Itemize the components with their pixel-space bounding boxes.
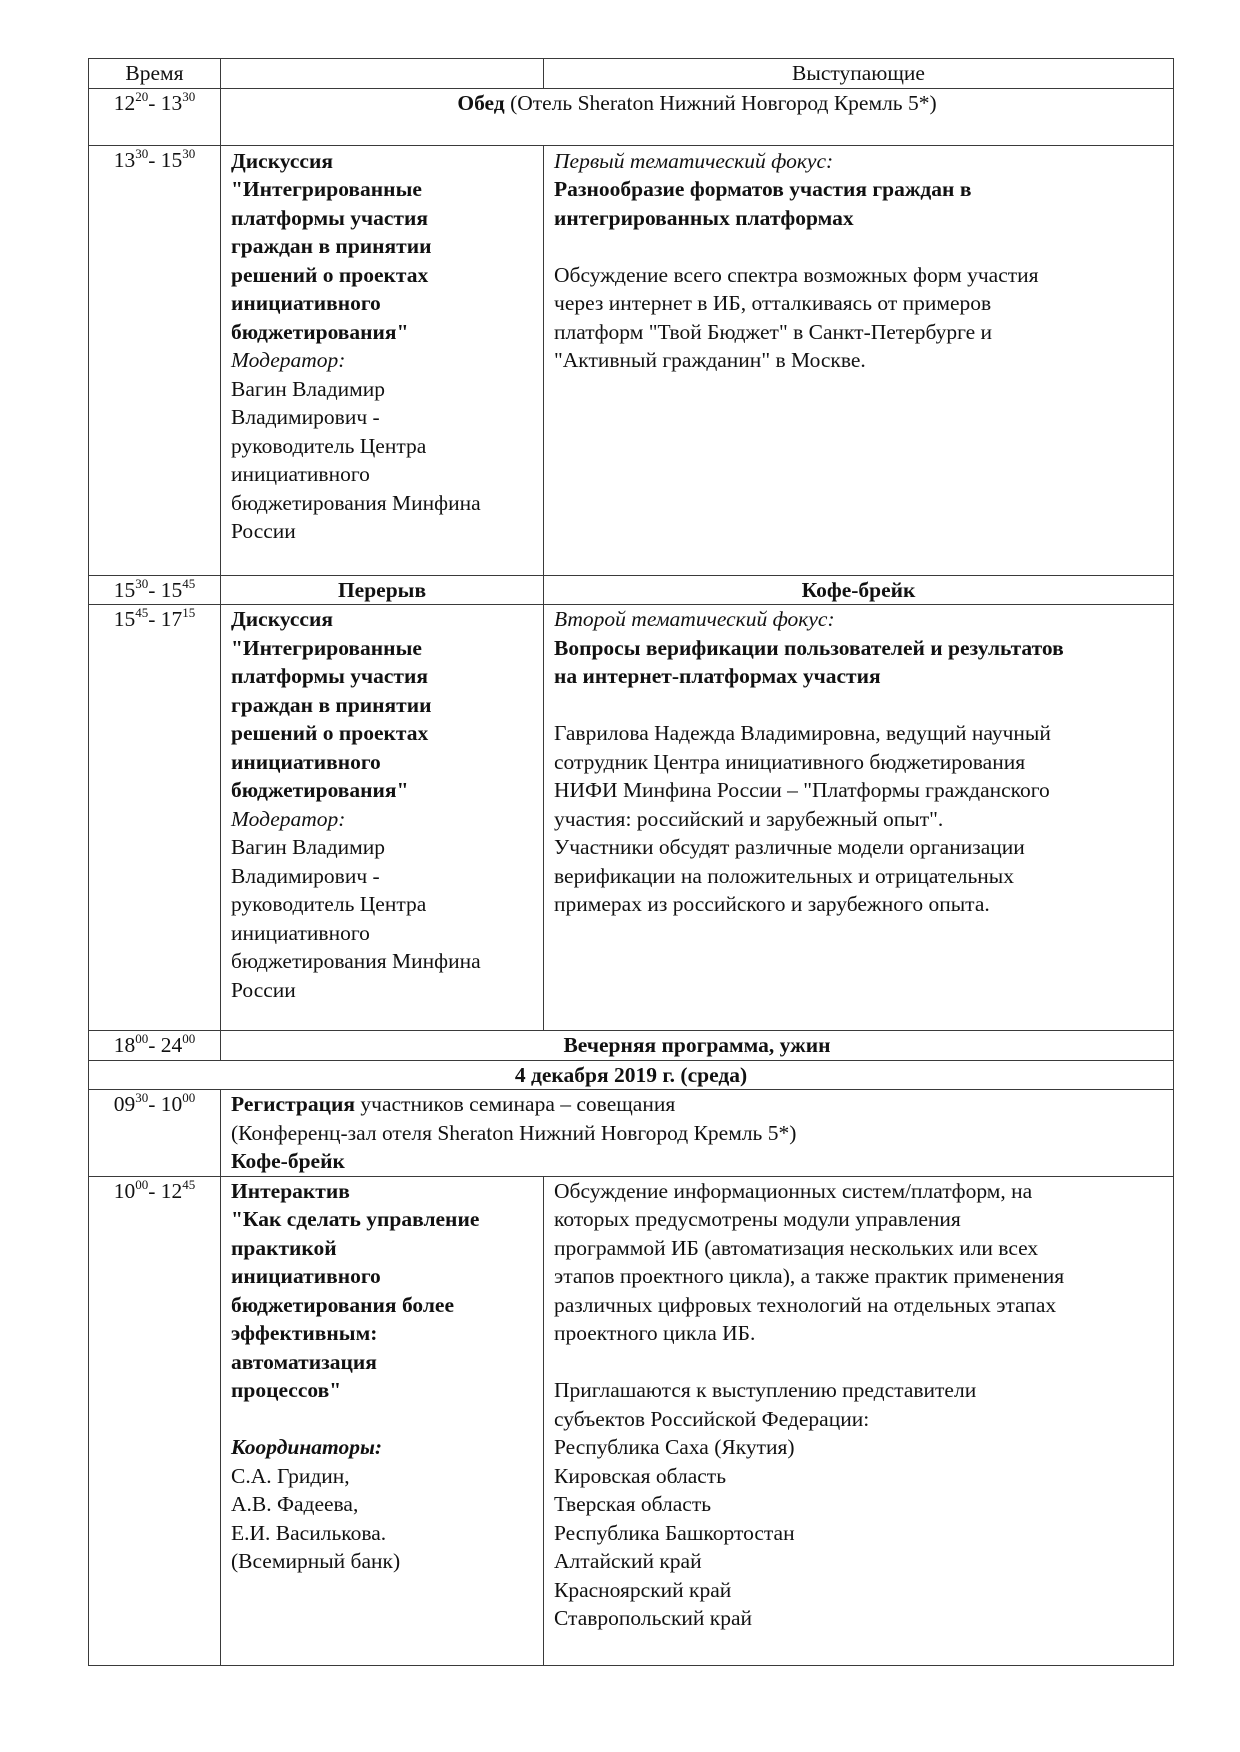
description-line: сотрудник Центра инициативного бюджетирования — [554, 749, 1026, 774]
break-description: Кофе-брейк — [544, 575, 1174, 605]
session-title-line: решений о проектах — [231, 721, 429, 745]
description-line: Обсуждение всего спектра возможных форм участия — [554, 262, 1039, 287]
description-line: верификации на положительных и отрицательных — [554, 863, 1014, 888]
region-item: Кировская область — [554, 1463, 727, 1488]
session-title-line: автоматизация — [231, 1349, 377, 1374]
session-title-line: практикой — [231, 1235, 337, 1260]
invite-line: субъектов Российской Федерации: — [554, 1406, 870, 1431]
moderator-line: руководитель Центра — [231, 433, 427, 458]
region-item: Тверская область — [554, 1492, 712, 1516]
description-line: примерах из российского и зарубежного опыта. — [554, 892, 990, 916]
moderator-line: бюджетирования Минфина — [231, 490, 481, 515]
header-row — [89, 59, 1174, 89]
session-description-cell — [544, 1176, 1174, 1665]
lunch-label: Обед — [457, 90, 505, 115]
moderator-line: инициативного — [231, 920, 370, 945]
description-line: "Активный гражданин" в Москве. — [554, 348, 866, 372]
session-kind: Интерактив — [231, 1178, 350, 1203]
moderator-label: Модератор: — [231, 806, 346, 831]
session-title-line: бюджетирования" — [231, 319, 409, 344]
moderator-line: России — [231, 977, 296, 1002]
session-title-cell — [221, 145, 544, 575]
time-cell: $15^{45}-$ $17^{15}$ — [89, 605, 221, 1031]
description-line: Обсуждение информационных систем/платформ, на — [554, 1178, 1033, 1203]
focus-title-line: интегрированных платформах — [554, 205, 854, 230]
moderator-line: Вагин Владимир — [231, 376, 386, 401]
moderator-label: Модератор: — [231, 348, 346, 372]
description-line: которых предусмотрены модули управления — [554, 1207, 961, 1231]
row-evening — [89, 1031, 1174, 1061]
row-date — [89, 1060, 1174, 1090]
header-speakers: Выступающие — [544, 59, 1174, 89]
description-line: этапов проектного цикла), а также практик применения — [554, 1264, 1065, 1288]
session-description-cell — [544, 605, 1174, 1031]
moderator-line: Вагин Владимир — [231, 835, 386, 859]
time-cell: $09^{30}-$ $10^{00}$ — [89, 1090, 221, 1177]
focus-label: Первый тематический фокус: — [554, 148, 834, 173]
region-item: Республика Башкортостан — [554, 1520, 795, 1545]
description-line: участия: российский и зарубежный опыт". — [554, 806, 944, 831]
coordinator-line: Е.И. Василькова. — [231, 1520, 387, 1545]
description-line: платформ "Твой Бюджет" в Санкт-Петербурге и — [554, 319, 993, 344]
session-description-cell — [544, 145, 1174, 575]
invite-line: Приглашаются к выступлению представители — [554, 1378, 977, 1402]
header-title — [221, 59, 544, 89]
region-item: Красноярский край — [554, 1577, 732, 1602]
row-session-1 — [89, 145, 1174, 575]
session-title-cell — [221, 605, 544, 1031]
description-line: программой ИБ (автоматизация нескольких или всех — [554, 1235, 1039, 1260]
registration-coffee: Кофе-брейк — [231, 1149, 345, 1173]
session-title-line: "Интегрированные — [231, 635, 422, 660]
description-line: через интернет в ИБ, отталкиваясь от примеров — [554, 291, 992, 315]
region-item: Ставропольский край — [554, 1606, 753, 1630]
registration-venue: (Конференц-зал отеля Sheraton Нижний Новгород Кремль 5*) — [231, 1120, 797, 1145]
focus-label: Второй тематический фокус: — [554, 607, 835, 631]
session-title-line: "Интегрированные — [231, 177, 422, 201]
moderator-line: инициативного — [231, 462, 370, 486]
row-break — [89, 575, 1174, 605]
session-title-line: граждан в принятии — [231, 234, 432, 258]
session-kind: Дискуссия — [231, 607, 333, 631]
coordinators-label: Координаторы: — [231, 1435, 383, 1459]
description-line: НИФИ Минфина России – "Платформы гражданского — [554, 778, 1050, 802]
agenda-table — [88, 58, 1174, 1666]
session-title-line: бюджетирования более — [231, 1292, 455, 1317]
session-title-cell — [221, 1176, 544, 1665]
session-title-line: процессов" — [231, 1378, 342, 1402]
session-title-line: инициативного — [231, 291, 381, 315]
moderator-line: руководитель Центра — [231, 892, 427, 916]
time-cell: $18^{00}-$ $24^{00}$ — [89, 1031, 221, 1061]
session-title-line: бюджетирования" — [231, 778, 409, 802]
registration-text: участников семинара – совещания — [355, 1092, 676, 1116]
moderator-line: Владимирович - — [231, 405, 380, 429]
time-cell: $12^{20}-$ $13^{30}$ — [89, 88, 221, 145]
session-title-line: "Как сделать управление — [231, 1207, 480, 1231]
moderator-line: бюджетирования Минфина — [231, 949, 481, 973]
session-kind: Дискуссия — [231, 148, 333, 173]
header-time: Время — [89, 59, 221, 89]
row-session-2 — [89, 605, 1174, 1031]
lunch-cell — [221, 88, 1174, 145]
region-item: Республика Саха (Якутия) — [554, 1435, 795, 1459]
break-title: Перерыв — [221, 575, 544, 605]
session-title-line: решений о проектах — [231, 262, 429, 287]
coordinator-line: (Всемирный банк) — [231, 1549, 401, 1573]
coordinator-line: А.В. Фадеева, — [231, 1492, 359, 1516]
moderator-line: Владимирович - — [231, 863, 380, 888]
description-line: Участники обсудят различные модели организации — [554, 835, 1025, 859]
date-heading: 4 декабря 2019 г. (среда) — [89, 1060, 1174, 1090]
focus-title-line: на интернет-платформах участия — [554, 664, 881, 688]
row-lunch — [89, 88, 1174, 145]
coordinator-line: С.А. Гридин, — [231, 1463, 350, 1488]
session-title-line: инициативного — [231, 749, 381, 774]
time-cell: $10^{00}-$ $12^{45}$ — [89, 1176, 221, 1665]
lunch-venue: (Отель Sheraton Нижний Новгород Кремль 5*) — [504, 90, 937, 115]
focus-title-line: Вопросы верификации пользователей и результатов — [554, 635, 1064, 660]
description-line: различных цифровых технологий на отдельных этапах — [554, 1292, 1057, 1317]
evening-title: Вечерняя программа, ужин — [221, 1031, 1174, 1061]
description-line: Гаврилова Надежда Владимировна, ведущий научный — [554, 721, 1051, 745]
registration-cell — [221, 1090, 1174, 1177]
region-item: Алтайский край — [554, 1549, 702, 1573]
row-registration — [89, 1090, 1174, 1177]
focus-title-line: Разнообразие форматов участия граждан в — [554, 177, 972, 201]
session-title-line: эффективным: — [231, 1321, 378, 1345]
time-cell: $13^{30}-$ $15^{30}$ — [89, 145, 221, 575]
registration-label: Регистрация — [231, 1092, 356, 1116]
session-title-line: платформы участия — [231, 664, 429, 688]
session-title-line: инициативного — [231, 1264, 381, 1288]
session-title-line: граждан в принятии — [231, 692, 432, 717]
row-session-3 — [89, 1176, 1174, 1665]
session-title-line: платформы участия — [231, 205, 429, 230]
description-line: проектного цикла ИБ. — [554, 1321, 756, 1345]
time-cell: $15^{30}-$ $15^{45}$ — [89, 575, 221, 605]
moderator-line: России — [231, 519, 296, 543]
